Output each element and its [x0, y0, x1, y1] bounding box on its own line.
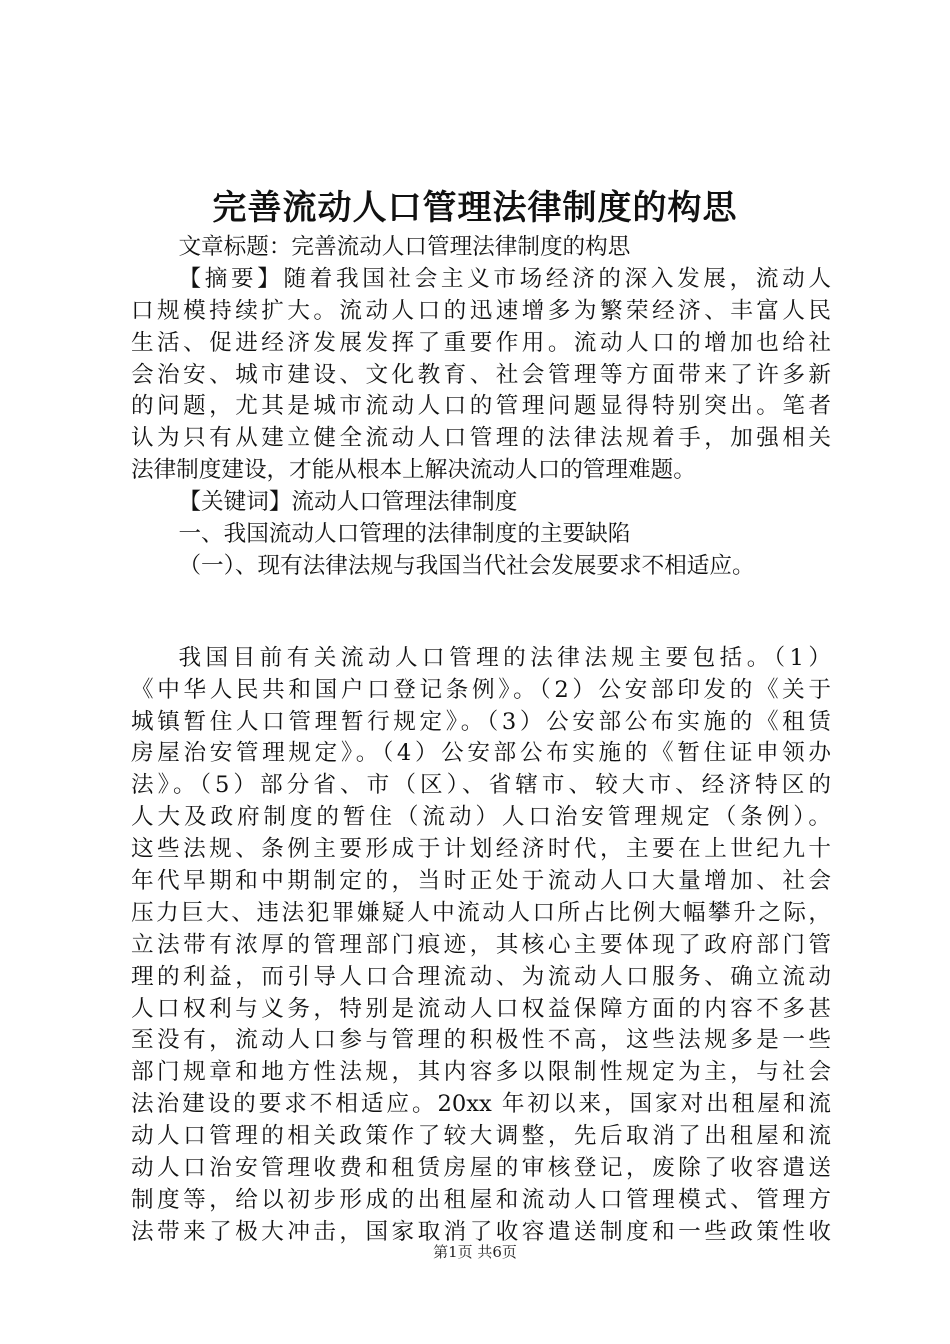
text-line: 这些法规、条例主要形成于计划经济时代，主要在上世纪九十 — [131, 836, 831, 863]
text-line: 我国目前有关流动人口管理的法律法规主要包括。（1） — [178, 644, 831, 671]
text-line: 至没有，流动人口参与管理的积极性不高，这些法规多是一些 — [131, 1027, 831, 1054]
text-line: 部门规章和地方性法规，其内容多以限制性规定为主，与社会 — [131, 1059, 831, 1086]
paragraph-gap — [131, 583, 831, 643]
text-line: （一）、现有法律法规与我国当代社会发展要求不相适应。 — [178, 552, 755, 579]
text-line: 口规模持续扩大。流动人口的迅速增多为繁荣经济、丰富人民 — [131, 297, 831, 324]
text-line: 《中华人民共和国户口登记条例》。（2）公安部印发的《关于 — [131, 676, 831, 703]
text-line: 制度等，给以初步形成的出租屋和流动人口管理模式、管理方 — [131, 1186, 831, 1213]
body-section — [131, 643, 831, 1249]
text-line: 人口权利与义务，特别是流动人口权益保障方面的内容不多甚 — [131, 995, 831, 1022]
text-line: 法治建设的要求不相适应。20xx 年初以来，国家对出租屋和流 — [131, 1091, 831, 1118]
text-line: 法带来了极大冲击，国家取消了收容遣送制度和一些政策性收 — [131, 1218, 831, 1245]
text-line: 房屋治安管理规定》。（4）公安部公布实施的《暂住证申领办 — [131, 740, 831, 767]
text-line: 法律制度建设，才能从根本上解决流动人口的管理难题。 — [131, 457, 696, 484]
abstract-section — [131, 232, 831, 583]
text-line: 动人口管理的相关政策作了较大调整，先后取消了出租屋和流 — [131, 1123, 831, 1150]
text-line: 的问题，尤其是城市流动人口的管理问题显得特别突出。笔者 — [131, 393, 831, 420]
text-line: 【关键词】流动人口管理法律制度 — [178, 489, 518, 516]
text-line: 【摘要】随着我国社会主义市场经济的深入发展，流动人 — [178, 265, 831, 292]
text-line: 压力巨大、违法犯罪嫌疑人中流动人口所占比例大幅攀升之际， — [131, 899, 831, 926]
text-line: 一、我国流动人口管理的法律制度的主要缺陷 — [178, 521, 631, 548]
text-line: 动人口治安管理收费和租赁房屋的审核登记，废除了收容遣送 — [131, 1155, 831, 1182]
text-line: 认为只有从建立健全流动人口管理的法律法规着手，加强相关 — [131, 425, 831, 452]
text-line: 生活、促进经济发展发挥了重要作用。流动人口的增加也给社 — [131, 329, 831, 356]
text-line: 立法带有浓厚的管理部门痕迹，其核心主要体现了政府部门管 — [131, 931, 831, 958]
text-line: 人大及政府制度的暂住（流动）人口治安管理规定（条例）。 — [131, 804, 831, 831]
text-line: 理的利益，而引导人口合理流动、为流动人口服务、确立流动 — [131, 963, 831, 990]
text-line: 会治安、城市建设、文化教育、社会管理等方面带来了许多新 — [131, 361, 831, 388]
page-title: 完善流动人口管理法律制度的构思 — [212, 188, 738, 228]
text-line: 文章标题：完善流动人口管理法律制度的构思 — [178, 234, 631, 260]
document-body — [131, 232, 831, 1249]
text-line: 年代早期和中期制定的，当时正处于流动人口大量增加、社会 — [131, 868, 831, 895]
text-line: 城镇暂住人口管理暂行规定》。（3）公安部公布实施的《租赁 — [131, 708, 831, 735]
page-footer: 第1页 共6页 — [433, 1243, 517, 1261]
text-line: 法》。（5）部分省、市（区）、省辖市、较大市、经济特区的 — [131, 772, 831, 799]
